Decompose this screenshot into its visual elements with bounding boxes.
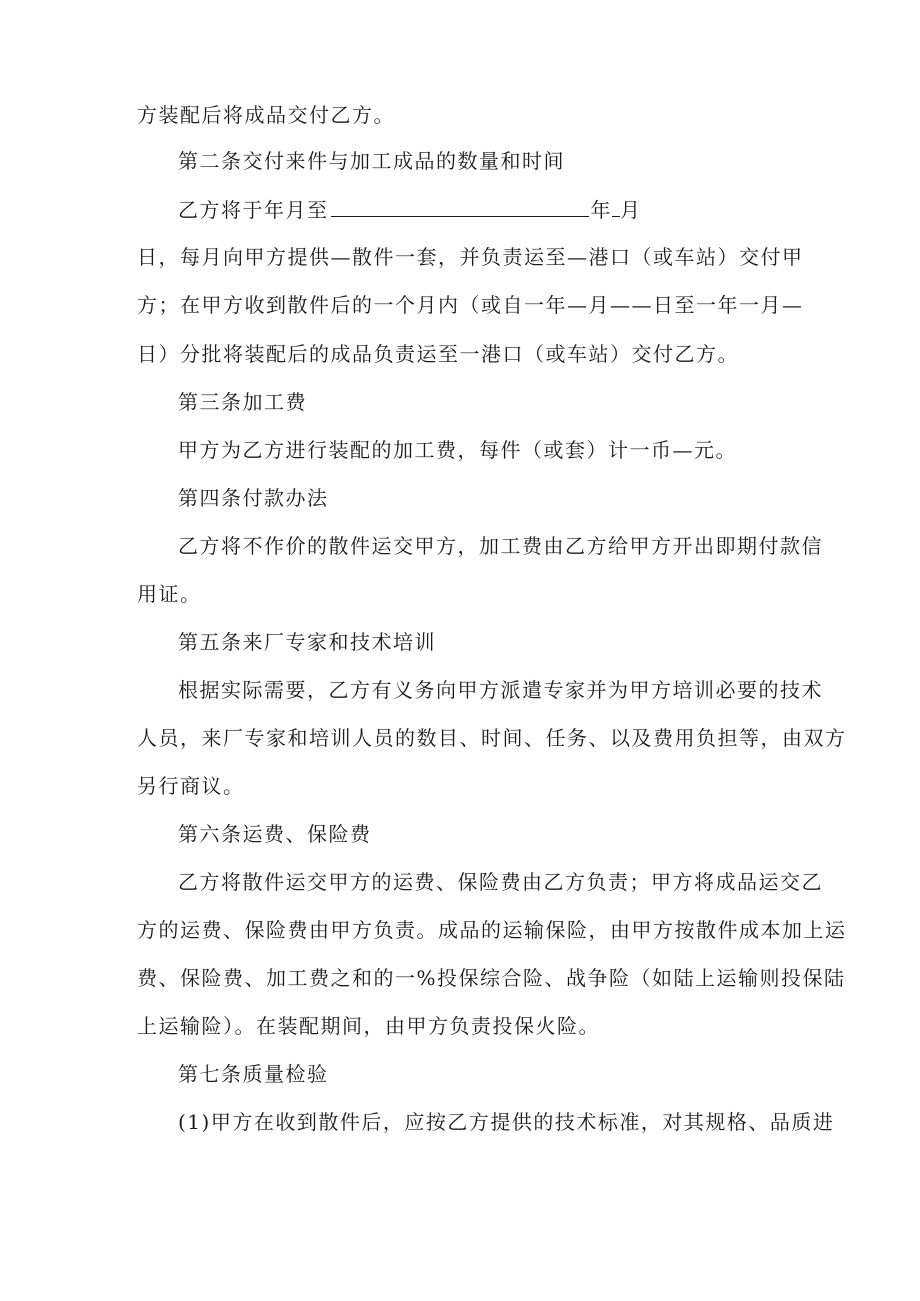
text-segment: 乙方将于年月至 (178, 198, 329, 222)
body-text-line: 上运输险）。在装配期间，由甲方负责投保火险。 (137, 1014, 600, 1038)
article-heading: 第七条质量检验 (178, 1062, 329, 1086)
body-text-line: 另行商议。 (137, 774, 245, 798)
article-heading: 第四条付款办法 (178, 486, 329, 510)
body-text-line: 甲方为乙方进行装配的加工费，每件（或套）计一币—元。 (178, 438, 737, 462)
article-heading: 第五条来厂专家和技术培训 (178, 630, 436, 654)
body-text-line: 方的运费、保险费由甲方负责。成品的运输保险，由甲方按散件成本加上运 (137, 918, 847, 942)
body-text-line: 乙方将散件运交甲方的运费、保险费由乙方负责；甲方将成品运交乙 (178, 870, 823, 894)
article-heading: 第六条运费、保险费 (178, 822, 372, 846)
body-text-line: 方；在甲方收到散件后的一个月内（或自一年—月——日至一年一月— (137, 293, 804, 317)
article-heading: 第二条交付来件与加工成品的数量和时间 (178, 149, 565, 173)
blank-underline (331, 196, 589, 217)
body-text-line: 日，每月向甲方提供—散件一套，并负责运至—港口（或车站）交付甲 (137, 245, 804, 269)
body-text-line: 乙方将不作价的散件运交甲方，加工费由乙方给甲方开出即期付款信 (178, 534, 823, 558)
body-text-line: 用证。 (137, 582, 202, 606)
body-text-line: 方装配后将成品交付乙方。 (137, 103, 395, 127)
body-text-line: (1)甲方在收到散件后，应按乙方提供的技术标准，对其规格、品质进 (178, 1110, 835, 1134)
text-segment: 年 (590, 198, 612, 222)
body-text-line: 根据实际需要，乙方有义务向甲方派遣专家并为甲方培训必要的技术 (178, 678, 823, 702)
body-text-line: 日）分批将装配后的成品负责运至一港口（或车站）交付乙方。 (137, 342, 739, 366)
body-text-line: 人员，来厂专家和培训人员的数目、时间、任务、以及费用负担等，由双方 (137, 726, 847, 750)
blank-underline (612, 196, 620, 217)
text-segment: 月 (620, 198, 642, 222)
article-heading: 第三条加工费 (178, 390, 307, 414)
body-text-line: 费、保险费、加工费之和的一%投保综合险、战争险（如陆上运输则投保陆 (137, 966, 846, 990)
body-text-line (178, 196, 642, 223)
